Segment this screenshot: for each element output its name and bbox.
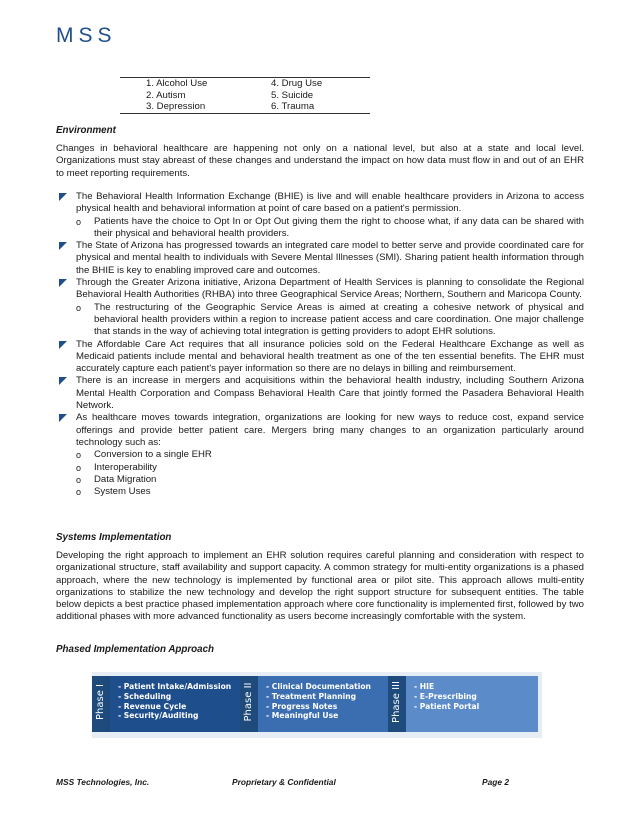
list-item-text: The Behavioral Health Information Exchange (BHIE) is live and will enable healthcare providers in Arizona to access physical health and behavioral information at point of care based on a patient's permission. <box>76 191 584 215</box>
list-item-text: Interoperability <box>94 461 157 473</box>
list-item-text: Conversion to a single EHR <box>94 449 212 461</box>
phase-item: - Security/Auditing <box>118 711 199 721</box>
phase-2-tab <box>240 676 258 732</box>
list-item-text: The State of Arizona has progressed towards an integrated care model to better serve and provide coordinated care for physical and mental health to individuals with Severe Mental Illnesses (SMI). Sharing patient health information through the BHIE is key to enabling improved care and outcomes. <box>76 240 584 276</box>
table-row <box>120 78 370 90</box>
list-item <box>56 302 584 339</box>
phase-item: - E-Prescribing <box>414 691 477 701</box>
phase-3 <box>388 676 538 732</box>
circle-bullet-icon: o <box>76 302 82 313</box>
triangle-bullet-icon <box>59 414 67 422</box>
phase-3-body <box>406 676 538 732</box>
table-cell: 4. Drug Use <box>271 78 323 89</box>
phase-2-label: Phase II <box>243 682 254 722</box>
environment-intro: Changes in behavioral healthcare are happening not only on a national level, but also at a state and local level. Organizations must stay abreast of these changes and understand the impact on how data must flow in and out of an EHR to meet reporting requirements. <box>56 143 584 179</box>
list-item <box>56 412 584 449</box>
list-item <box>56 240 584 277</box>
mss-logo <box>56 24 168 48</box>
footer-company: MSS Technologies, Inc. <box>56 777 150 787</box>
list-item-text: Through the Greater Arizona initiative, Arizona Department of Health Services is planning to consolidate the Regional Behavioral Health Authorities (RHBA) into three Geographical Service Areas; Northern, Southern and Maricopa County. <box>76 277 584 301</box>
phase-1 <box>92 676 240 732</box>
table-cell: 2. Autism <box>146 89 186 101</box>
systems-body: Developing the right approach to implement an EHR solution requires careful planning and consideration with respect to organizational structure, staff availability and support capacity. A common strategy for multi-entity organizations is a phased approach, where the new technology is implemented by functional area or pilot site. This approach allows multi-entity organizations to stabilize the new technology and develop the right support structure for subsequent entities. The table below depicts a best practice phased implementation approach where core functionality is implemented first, followed by two additional phases with more advanced functionality as users become increasingly comfortable with the system. <box>56 550 584 623</box>
list-item <box>56 277 584 302</box>
circle-bullet-icon: o <box>76 462 82 473</box>
list-item-text: System Uses <box>94 486 151 498</box>
table-cell: 6. Trauma <box>271 101 315 112</box>
footer-confidential: Proprietary & Confidential <box>232 777 336 787</box>
phase-item: - HIE <box>414 682 435 691</box>
triangle-bullet-icon <box>59 279 67 287</box>
list-item-text: The Affordable Care Act requires that all insurance policies sold on the Federal Healthcare Exchange as well as Medicaid patients include mental and behavioral health treatment as one of the ten essential benefits. The EHR must accurately capture each patient's payer information so there are no delays in billing and reimbursement. <box>76 338 584 375</box>
list-item <box>56 486 584 498</box>
phased-heading: Phased Implementation Approach <box>56 644 215 655</box>
triangle-bullet-icon <box>59 193 67 201</box>
circle-bullet-icon: o <box>76 474 82 485</box>
phase-1-body <box>110 676 240 732</box>
phase-item: - Progress Notes <box>266 701 338 711</box>
phase-diagram <box>92 672 542 738</box>
phase-item: - Treatment Planning <box>266 691 357 701</box>
phase-item: - Revenue Cycle <box>118 701 187 711</box>
phase-1-tab <box>92 676 110 732</box>
list-item <box>56 474 584 486</box>
table-cell: 3. Depression <box>146 101 206 112</box>
logo-text: MSS <box>56 24 117 47</box>
phase-3-tab <box>388 676 406 732</box>
footer-page-number: Page 2 <box>482 777 510 787</box>
table-cell: 1. Alcohol Use <box>146 78 208 89</box>
circle-bullet-icon: o <box>76 487 82 498</box>
conditions-table <box>120 77 370 114</box>
list-item-text: Data Migration <box>94 473 157 485</box>
phase-item: - Patient Portal <box>414 701 480 711</box>
list-item <box>56 339 584 376</box>
table-cell: 5. Suicide <box>271 89 314 101</box>
phase-2 <box>240 676 388 732</box>
list-item <box>56 449 584 461</box>
list-item-text: Patients have the choice to Opt In or Opt Out giving them the right to choose what, if any data can be shared with their physical and behavioral health providers. <box>94 215 584 239</box>
phase-item: - Patient Intake/Admission <box>118 682 232 691</box>
phase-1-label: Phase I <box>95 684 106 720</box>
triangle-bullet-icon <box>59 242 67 250</box>
table-row <box>120 90 370 102</box>
phase-2-body <box>258 676 388 732</box>
environment-heading: Environment <box>56 125 116 136</box>
phase-item: - Scheduling <box>118 691 172 701</box>
phase-3-label: Phase III <box>391 681 402 723</box>
list-item-text: There is an increase in mergers and acquisitions within the behavioral health industry, including Southern Arizona Mental Health Corporation and Compass Behavioral Health Care that jointly formed the Pasadera Behavioral Health Network. <box>76 375 584 412</box>
circle-bullet-icon: o <box>76 216 82 227</box>
table-row <box>120 101 370 113</box>
environment-list <box>56 191 584 498</box>
triangle-bullet-icon <box>59 377 67 385</box>
list-item <box>56 216 584 241</box>
list-item <box>56 375 584 412</box>
list-item <box>56 191 584 216</box>
triangle-bullet-icon <box>59 341 67 349</box>
circle-bullet-icon: o <box>76 450 82 461</box>
list-item-text: The restructuring of the Geographic Service Areas is aimed at creating a cohesive network of physical and behavioral health providers within a region to increase patient access and care coordination. One major challenge that stands in the way of achieving total integration is getting providers to adopt EHR solutions. <box>94 301 584 338</box>
systems-heading: Systems Implementation <box>56 532 172 543</box>
list-item-text: As healthcare moves towards integration, organizations are looking for new ways to reduce cost, expand service offerings and provide better patient care. Mergers bring many changes to an organization particularly around technology such as: <box>76 412 584 448</box>
phase-item: - Meaningful Use <box>266 711 339 721</box>
list-item <box>56 462 584 474</box>
phase-item: - Clinical Documentation <box>266 682 371 691</box>
